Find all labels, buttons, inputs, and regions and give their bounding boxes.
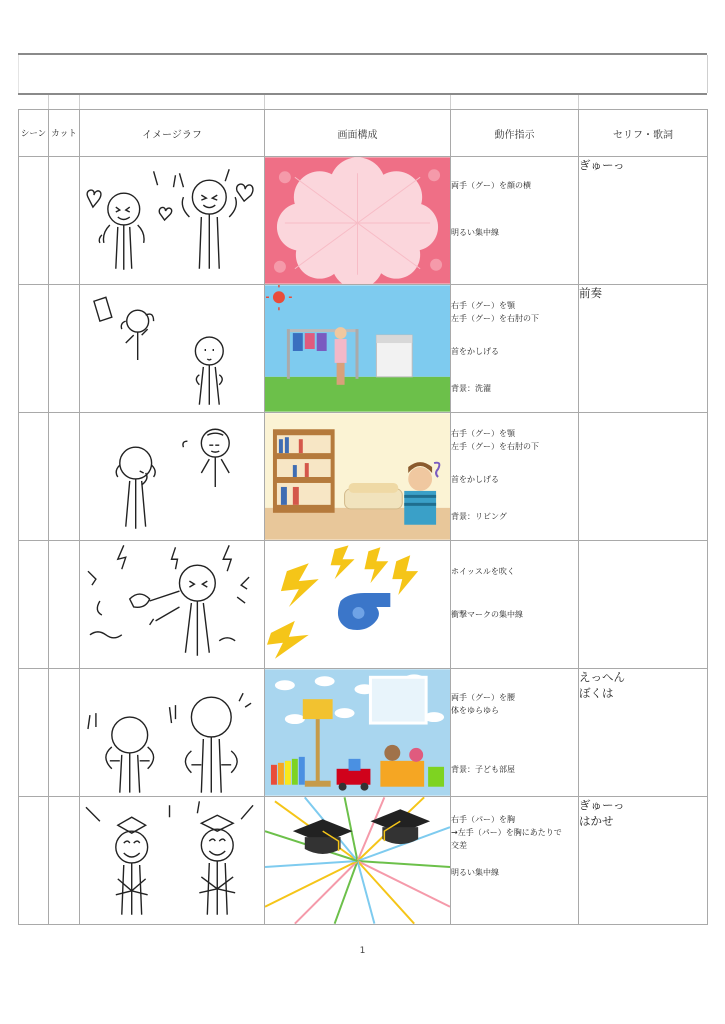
- table-row: [19, 413, 708, 541]
- action-line: 右手（パー）を胸 →左手（パー）を胸にあたりで 交差: [451, 815, 562, 850]
- header-lines: セリフ・歌詞: [579, 110, 708, 157]
- header-row: [19, 110, 708, 157]
- cut-cell: [49, 669, 80, 797]
- action-cell: [451, 797, 579, 925]
- page-number: 1: [359, 946, 366, 956]
- action-cell: [451, 541, 579, 669]
- header-action: 動作指示: [451, 110, 579, 157]
- lyric-line: 前奏: [579, 286, 602, 300]
- scene-cell: [19, 285, 49, 413]
- action-line: 明るい集中線: [451, 868, 499, 877]
- scene-cell: [19, 797, 49, 925]
- figures-hands-on-hips-icon: [80, 669, 265, 797]
- cut-cell: [49, 285, 80, 413]
- cut-cell: [49, 797, 80, 925]
- lines-cell: [579, 669, 708, 797]
- action-line: 首をかしげる: [451, 347, 499, 356]
- cut-cell: [49, 157, 80, 285]
- action-cell: [451, 669, 579, 797]
- header-composition: 画面構成: [265, 110, 451, 157]
- table-row: [19, 285, 708, 413]
- graduation-caps-burst-icon: [265, 797, 451, 925]
- action-line: 背景：リビング: [451, 512, 507, 521]
- scene-cell: [19, 413, 49, 541]
- figure-thinking-icon: [80, 413, 265, 541]
- scene-cell: [19, 541, 49, 669]
- kids-room-scene-icon: [265, 669, 451, 797]
- lines-cell: [579, 285, 708, 413]
- whistle-lightning-icon: [265, 541, 451, 669]
- table-row: [19, 157, 708, 285]
- pink-heart-burst-icon: [265, 157, 451, 285]
- figure-whistle-icon: [80, 541, 265, 669]
- header-scene: シーン: [19, 110, 49, 157]
- storyboard-table: [18, 109, 708, 925]
- action-line: 両手（グー）を腰 体をゆらゆら: [451, 693, 515, 715]
- lines-cell: [579, 413, 708, 541]
- title-area: [18, 55, 708, 93]
- cut-cell: [49, 413, 80, 541]
- lines-cell: [579, 157, 708, 285]
- two-stick-figures-smiling-icon: [80, 157, 265, 285]
- table-row: [19, 669, 708, 797]
- action-line: 背景：洗濯: [451, 384, 491, 393]
- living-room-scene-icon: [265, 413, 451, 541]
- action-line: 衝撃マークの集中線: [451, 610, 523, 619]
- action-cell: [451, 157, 579, 285]
- header-cut: カット: [49, 110, 80, 157]
- action-line: 右手（グー）を顎 左手（グー）を右肘の下: [451, 301, 539, 323]
- action-line: 明るい集中線: [451, 228, 499, 237]
- scene-cell: [19, 669, 49, 797]
- lines-cell: [579, 797, 708, 925]
- table-row: [19, 797, 708, 925]
- header-image-rough: イメージラフ: [80, 110, 265, 157]
- lyric-line: ぎゅーっ: [579, 798, 625, 812]
- laundry-scene-icon: [265, 285, 451, 413]
- figure-tilting-head-icon: [80, 285, 265, 413]
- figures-with-caps-icon: [80, 797, 265, 925]
- scene-cell: [19, 157, 49, 285]
- action-line: ホイッスルを吹く: [451, 567, 515, 576]
- action-cell: [451, 285, 579, 413]
- action-line: 首をかしげる: [451, 475, 499, 484]
- spacer-row: [18, 95, 707, 110]
- action-line: 背景：子ども部屋: [451, 765, 515, 774]
- lyric-line: はかせ: [579, 814, 614, 828]
- lyric-line: えっへん: [579, 670, 625, 684]
- cut-cell: [49, 541, 80, 669]
- lyric-line: ぎゅーっ: [579, 158, 625, 172]
- action-cell: [451, 413, 579, 541]
- table-row: [19, 541, 708, 669]
- action-line: 右手（グー）を顎 左手（グー）を右肘の下: [451, 429, 539, 451]
- lines-cell: [579, 541, 708, 669]
- lyric-line: ぼくは: [579, 686, 614, 700]
- action-line: 両手（グー）を顔の横: [451, 181, 531, 190]
